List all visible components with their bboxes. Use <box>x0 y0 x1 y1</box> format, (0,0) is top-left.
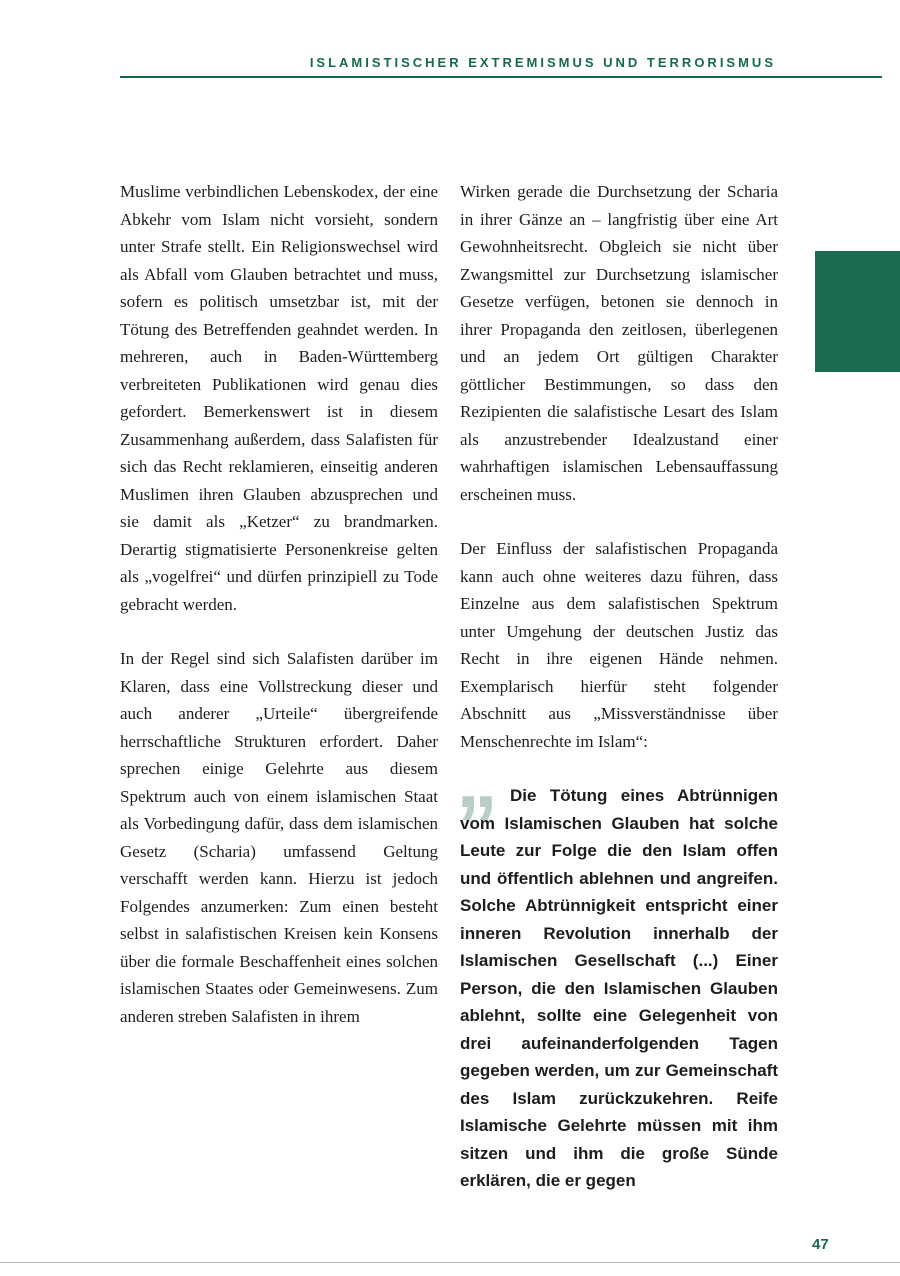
left-column <box>120 178 438 1057</box>
running-head-title: ISLAMISTISCHER EXTREMISMUS UND TERRORISMUS <box>309 55 776 70</box>
footer-rule <box>0 1262 900 1263</box>
right-column <box>456 178 778 1222</box>
header-rule <box>120 76 882 78</box>
quote-text: Die Tötung eines Abtrünnigen vom Islamischen Glauben hat solche Leute zur Folge die den Islam offen und öffentlich ablehnen und angreifen. Solche Abtrünnigkeit entspricht einer inneren Revolution innerhalb der Islamischen Gesellschaft (...) Einer Person, die den Islamischen Glauben ablehnt, sollte eine Gelegenheit von drei aufeinanderfolgenden Tagen gegeben werden, um zur Gemeinschaft des Islam zurückzukehren. Reife Islamische Gelehrte müssen mit ihm sitzen und ihm die große Sünde erklären, die er gegen <box>460 786 778 1190</box>
chapter-edge-tab <box>815 251 900 372</box>
body-paragraph: Wirken gerade die Durchsetzung der Scharia in ihrer Gänze an – langfristig über eine Art Gewohnheitsrecht. Obgleich sie nicht über Zwangsmittel zur Durchsetzung islamischer Gesetze verfügen, betonen sie dennoch in ihrer Propaganda den zeitlosen, überlegenen und an jedem Ort gültigen Charakter göttlicher Bestimmungen, so dass den Rezipienten die salafistische Lesart des Islam als anzustrebender Idealzustand einer wahrhaftigen islamischen Lebensauffassung erscheinen muss. <box>460 182 778 504</box>
body-paragraph: Muslime verbindlichen Lebenskodex, der eine Abkehr vom Islam nicht vorsieht, sondern unter Strafe stellt. Ein Religionswechsel wird als Abfall vom Glauben betrachtet und muss, sofern es politisch umsetzbar ist, mit der Tötung des Betreffenden geahndet werden. In mehreren, auch in Baden-Württemberg verbreiteten Publikationen wird genau dies gefordert. Bemerkenswert ist in diesem Zusammenhang außerdem, dass Salafisten für sich das Recht reklamieren, einseitig anderen Muslimen ihren Glauben abzusprechen und sie damit als „Ketzer“ zu brandmarken. Derartig stigmatisierte Personenkreise gelten als „vogelfrei“ und dürfen prinzipiell zu Tode gebracht werden. <box>120 182 438 614</box>
body-paragraph: Der Einfluss der salafistischen Propaganda kann auch ohne weiteres dazu führen, dass Einzelne aus dem salafistischen Spektrum unter Umgehung der deutschen Justiz das Recht in ihre eigenen Hände nehmen. Exemplarisch hierfür steht folgender Abschnitt aus „Missverständnisse über Menschenrechte im Islam“: <box>460 539 778 751</box>
quote-block <box>456 731 778 1195</box>
page-number: 47 <box>812 1236 829 1253</box>
body-paragraph: In der Regel sind sich Salafisten darüber im Klaren, dass eine Vollstreckung dieser und auch anderer „Urteile“ übergreifende herrschaftliche Strukturen erfordert. Daher sprechen einige Gelehrte aus diesem Spektrum auch von einem islamischen Staat als Vorbedingung dafür, dass dem islamischen Gesetz (Scharia) umfassend Geltung verschafft werden kann. Hierzu ist jedoch Folgendes anzumerken: Zum einen besteht selbst in salafistischen Kreisen kein Konsens über die formale Beschaffenheit eines solchen islamischen Staates oder Gemeinwesens. Zum anderen streben Salafisten in ihrem <box>120 649 438 1026</box>
quotation-mark-icon: „ <box>456 731 498 825</box>
